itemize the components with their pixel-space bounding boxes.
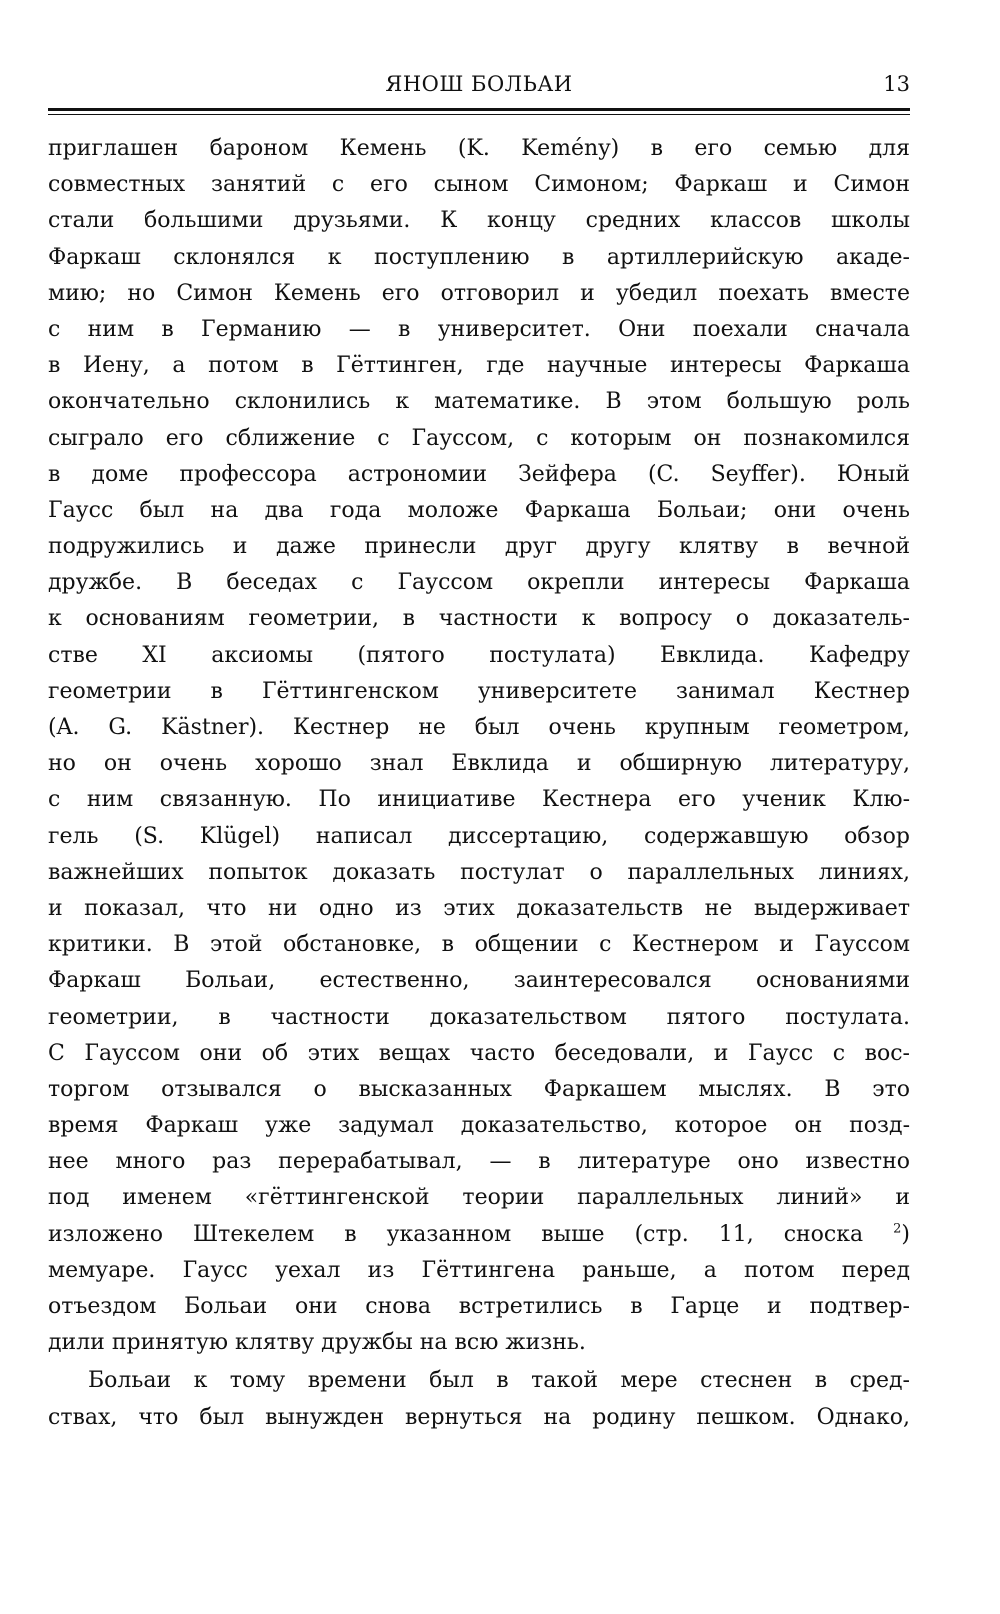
footnote-marker: 2	[893, 1221, 902, 1237]
text-line: торгом отзывался о высказанных Фаркашем мыслях. В это	[48, 1076, 910, 1102]
text-line: геометрии в Гёттингенском университете занимал Кестнер	[48, 678, 910, 704]
text-line: и показал, что ни одно из этих доказательств не выдерживает	[48, 895, 910, 921]
paragraph-2	[48, 1363, 910, 1435]
page-header	[48, 68, 910, 102]
text-line: Гаусс был на два года моложе Фаркаша Больаи; они очень	[48, 497, 910, 523]
text-line: стали большими друзьями. К концу средних классов школы	[48, 208, 910, 234]
text-line: приглашен бароном Кемень (K. Kemény) в его семью для	[48, 136, 910, 161]
text-line-with-footnote	[48, 1217, 910, 1253]
text-line: нее много раз перерабатывал, — в литературе оно известно	[48, 1149, 910, 1175]
text-line: С Гауссом они об этих вещах часто беседовали, и Гаусс с вос-	[48, 1040, 910, 1066]
header-rule-thin	[48, 114, 910, 115]
text-line: дили принятую клятву дружбы на всю жизнь.	[48, 1330, 586, 1356]
footnote-closing: )	[901, 1221, 910, 1247]
text-line: важнейших попыток доказать постулат о параллельных линиях,	[48, 859, 910, 885]
text-line: мемуаре. Гаусс уехал из Гёттингена раньше, а потом перед	[48, 1257, 910, 1283]
text-line: совместных занятий с его сыном Симоном; Фаркаш и Симон	[48, 172, 910, 198]
text-line: стве XI аксиомы (пятого постулата) Евклида. Кафедру	[48, 642, 910, 668]
text-line-segment: изложено Штекелем в указанном выше (стр. 11, сноска	[48, 1221, 864, 1247]
text-line: сыграло его сближение с Гауссом, с которым он познакомился	[48, 425, 910, 451]
text-line: под именем «гёттингенской теории параллельных линий» и	[48, 1185, 910, 1211]
paragraph-1	[48, 131, 910, 1361]
text-line: время Фаркаш уже задумал доказательство, которое он позд-	[48, 1113, 910, 1139]
body-text	[48, 131, 910, 1436]
text-line: Больаи к тому времени был в такой мере стеснен в сред-	[88, 1368, 910, 1394]
text-line: окончательно склонились к математике. В этом большую роль	[48, 389, 910, 415]
text-line: отъездом Больаи они снова встретились в Гарце и подтвер-	[48, 1294, 910, 1319]
text-line: Фаркаш Больаи, естественно, заинтересовался основаниями	[48, 968, 910, 994]
text-line: в Иену, а потом в Гёттинген, где научные интересы Фаркаша	[48, 353, 910, 379]
book-page	[48, 68, 910, 1436]
text-line: гель (S. Klügel) написал диссертацию, содержавшую обзор	[48, 823, 910, 849]
text-line: с ним связанную. По инициативе Кестнера его ученик Клю-	[48, 787, 910, 813]
page-number: 13	[883, 72, 910, 96]
text-line: подружились и даже принесли друг другу клятву в вечной	[48, 534, 910, 560]
text-line: с ним в Германию — в университет. Они поехали сначала	[48, 316, 910, 342]
text-line: дружбе. В беседах с Гауссом окрепли интересы Фаркаша	[48, 570, 910, 596]
header-rule-thick	[48, 108, 910, 111]
text-line: мию; но Симон Кемень его отговорил и убедил поехать вместе	[48, 280, 910, 306]
text-line: критики. В этой обстановке, в общении с Кестнером и Гауссом	[48, 932, 910, 958]
text-line: (A. G. Kästner). Кестнер не был очень крупным геометром,	[48, 715, 910, 740]
text-line: к основаниям геометрии, в частности к вопросу о доказатель-	[48, 606, 910, 632]
text-line: в доме профессора астрономии Зейфера (C. Seyffer). Юный	[48, 461, 910, 487]
text-line: Фаркаш склонялся к поступлению в артиллерийскую акаде-	[48, 244, 910, 270]
text-line: ствах, что был вынужден вернуться на родину пешком. Однако,	[48, 1404, 910, 1430]
text-line: геометрии, в частности доказательством пятого постулата.	[48, 1004, 910, 1030]
running-title: ЯНОШ БОЛЬАИ	[385, 72, 573, 96]
text-line: но он очень хорошо знал Евклида и обширную литературу,	[48, 751, 910, 777]
